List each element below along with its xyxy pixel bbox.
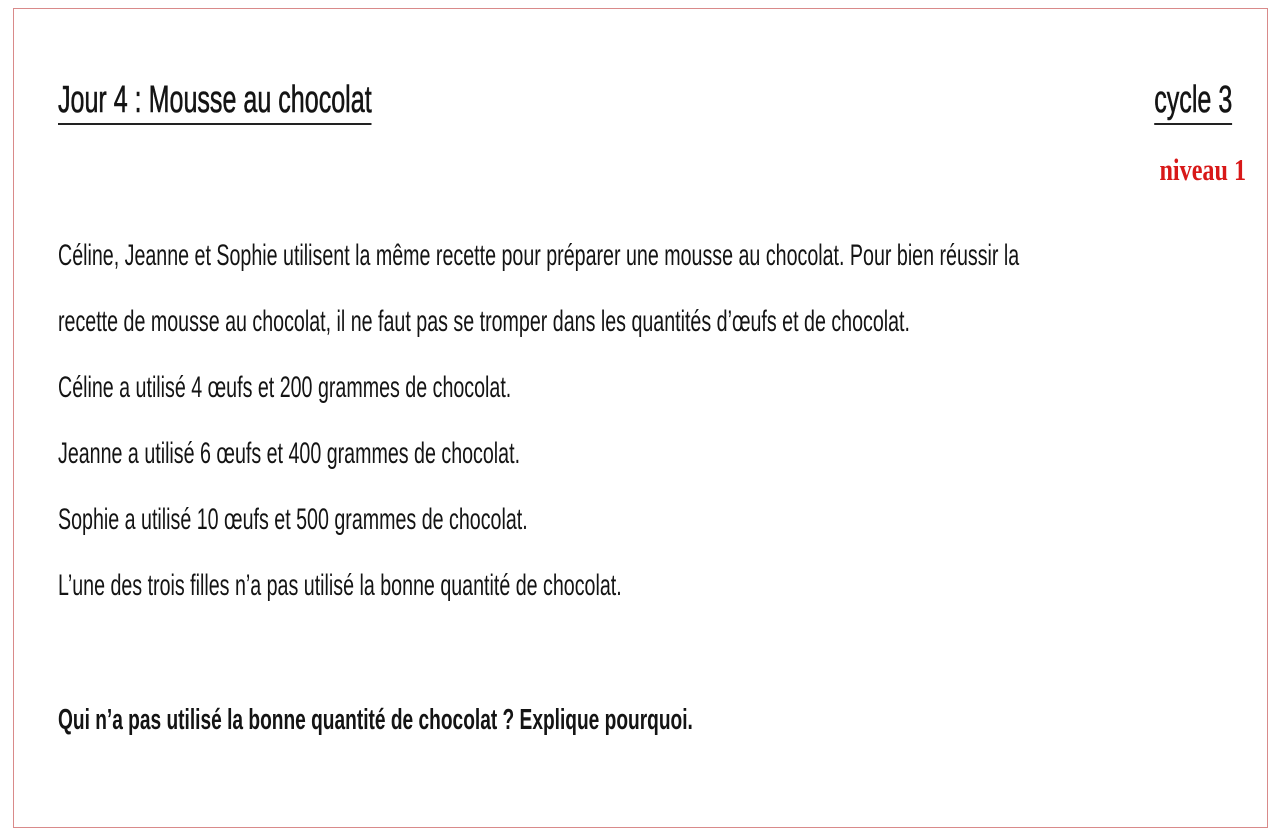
level-label: niveau 1: [1159, 152, 1246, 187]
statement-line: Céline a utilisé 4 œufs et 200 grammes de chocolat.: [58, 371, 512, 404]
problem-statement: [58, 223, 1258, 619]
statement-line: recette de mousse au chocolat, il ne faut pas se tromper dans les quantités d’œufs et de chocolat.: [58, 305, 910, 338]
statement-line: Sophie a utilisé 10 œufs et 500 grammes de chocolat.: [58, 503, 528, 536]
worksheet-title: Jour 4 : Mousse au chocolat: [58, 78, 372, 125]
question-text: Qui n’a pas utilisé la bonne quantité de chocolat ? Explique pourquoi.: [58, 704, 693, 736]
statement-line: L’une des trois filles n’a pas utilisé la bonne quantité de chocolat.: [58, 569, 622, 602]
statement-line: Jeanne a utilisé 6 œufs et 400 grammes de chocolat.: [58, 437, 521, 470]
cycle-label: cycle 3: [1154, 78, 1232, 125]
statement-line: Céline, Jeanne et Sophie utilisent la même recette pour préparer une mousse au chocolat. Pour bien réussir la: [58, 239, 1020, 272]
